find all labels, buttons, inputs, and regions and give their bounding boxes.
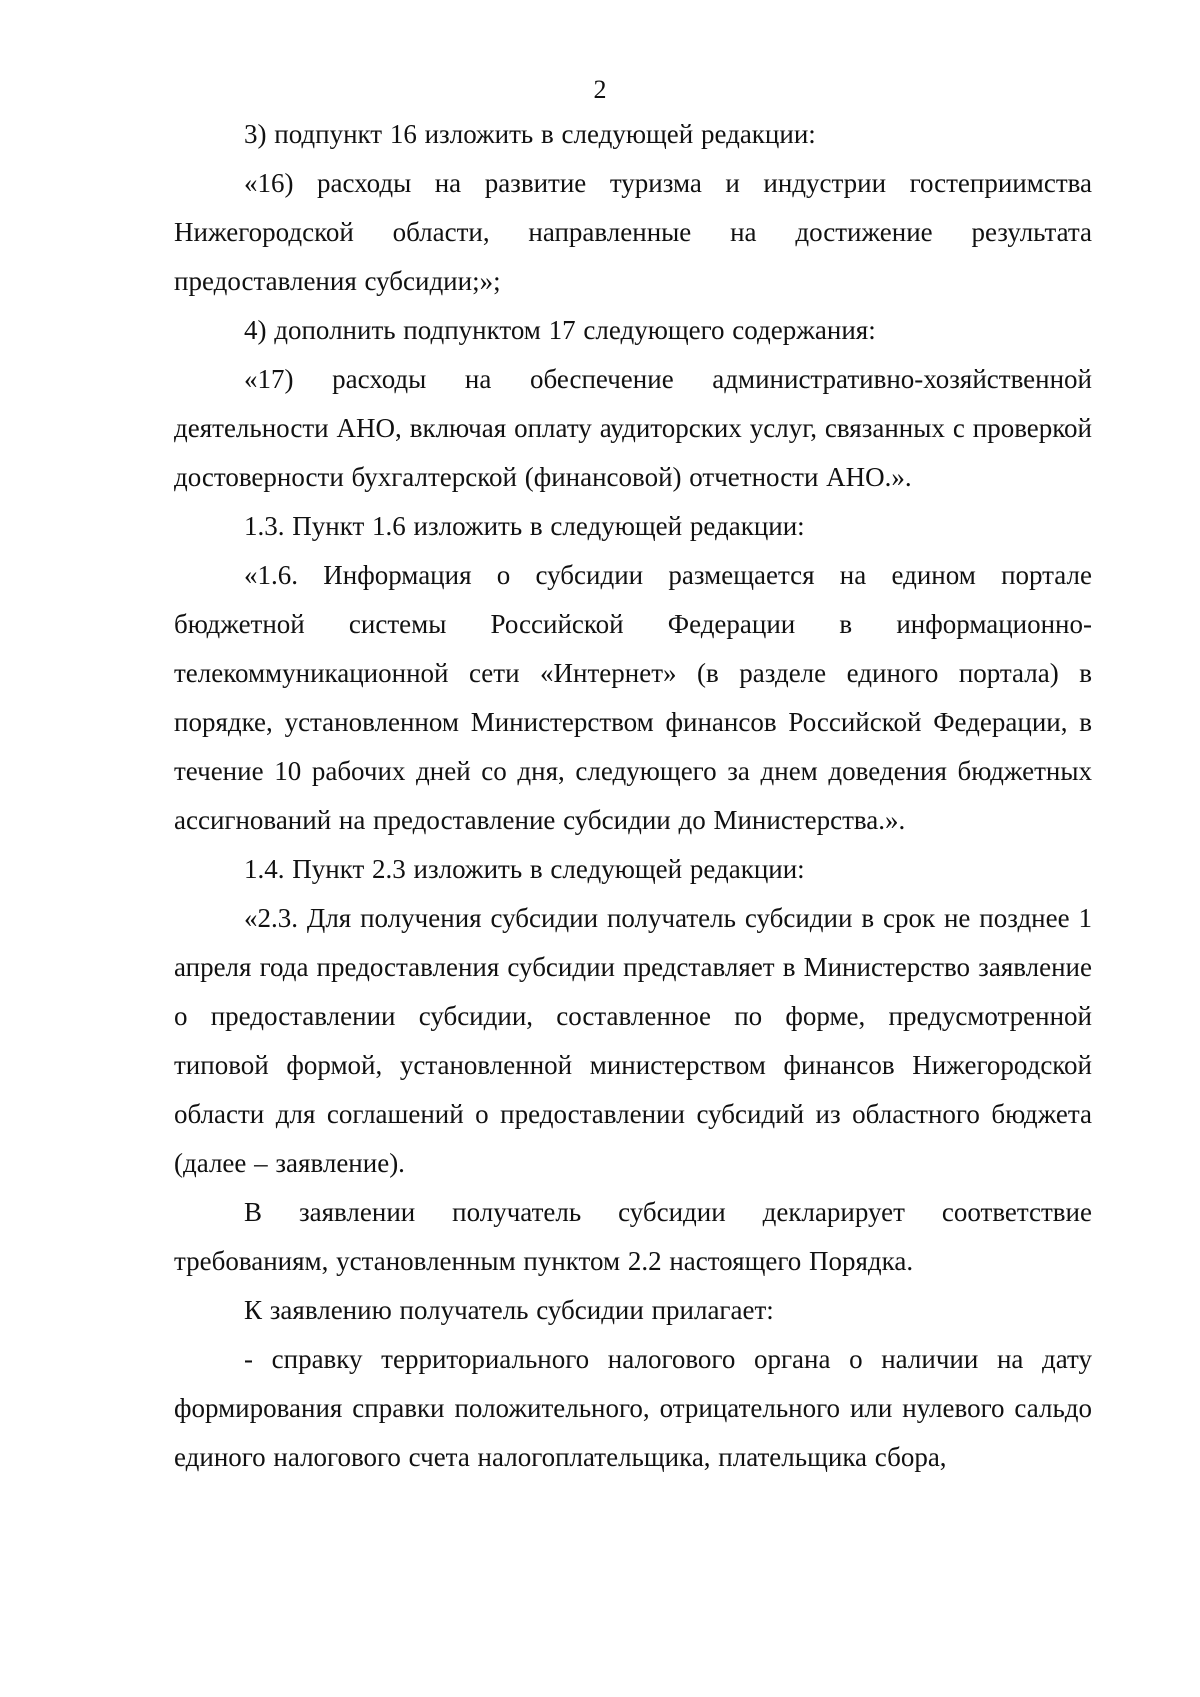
page-number: 2	[593, 75, 607, 104]
document-body	[174, 110, 1092, 1482]
paragraph-subitem-17-instruction: 4) дополнить подпунктом 17 следующего содержания:	[244, 315, 876, 345]
paragraph-item-2-3-text: «2.3. Для получения субсидии получатель субсидии в срок не позднее 1 апреля года предоставления субсидии представляет в Министерство заявление о предоставлении субсидии, составленное по форме, предусмотренной типовой формой, установленной министерством финансов Нижегородской области для соглашений о предоставлении субсидий из областного бюджета (далее – заявление).	[174, 903, 1092, 1178]
paragraph-item-1-4: 1.4. Пункт 2.3 изложить в следующей редакции:	[244, 854, 805, 884]
paragraph-item-1-3: 1.3. Пункт 1.6 изложить в следующей редакции:	[244, 511, 805, 541]
paragraph-subitem-16-text: «16) расходы на развитие туризма и индустрии гостеприимства Нижегородской области, направленные на достижение результата предоставления субсидии;»;	[174, 168, 1092, 296]
paragraph-tax-certificate: - справку территориального налогового органа о наличии на дату формирования справки положительного, отрицательного или нулевого сальдо единого налогового счета налогоплательщика, плательщика сбора,	[174, 1344, 1092, 1472]
paragraph-item-1-6-text: «1.6. Информация о субсидии размещается на едином портале бюджетной системы Российской Федерации в информационно-телекоммуникационной сети «Интернет» (в разделе единого портала) в порядке, установленном Министерством финансов Российской Федерации, в течение 10 рабочих дней со дня, следующего за днем доведения бюджетных ассигнований на предоставление субсидии до Министерства.».	[174, 560, 1092, 835]
paragraph-subitem-17-text: «17) расходы на обеспечение административно-хозяйственной деятельности АНО, включая оплату аудиторских услуг, связанных с проверкой достоверности бухгалтерской (финансовой) отчетности АНО.».	[174, 364, 1092, 492]
paragraph-declaration: В заявлении получатель субсидии декларирует соответствие требованиям, установленным пунктом 2.2 настоящего Порядка.	[174, 1197, 1092, 1276]
paragraph-subitem-16-instruction: 3) подпункт 16 изложить в следующей редакции:	[244, 119, 816, 149]
paragraph-attachments-intro: К заявлению получатель субсидии прилагает:	[244, 1295, 774, 1325]
